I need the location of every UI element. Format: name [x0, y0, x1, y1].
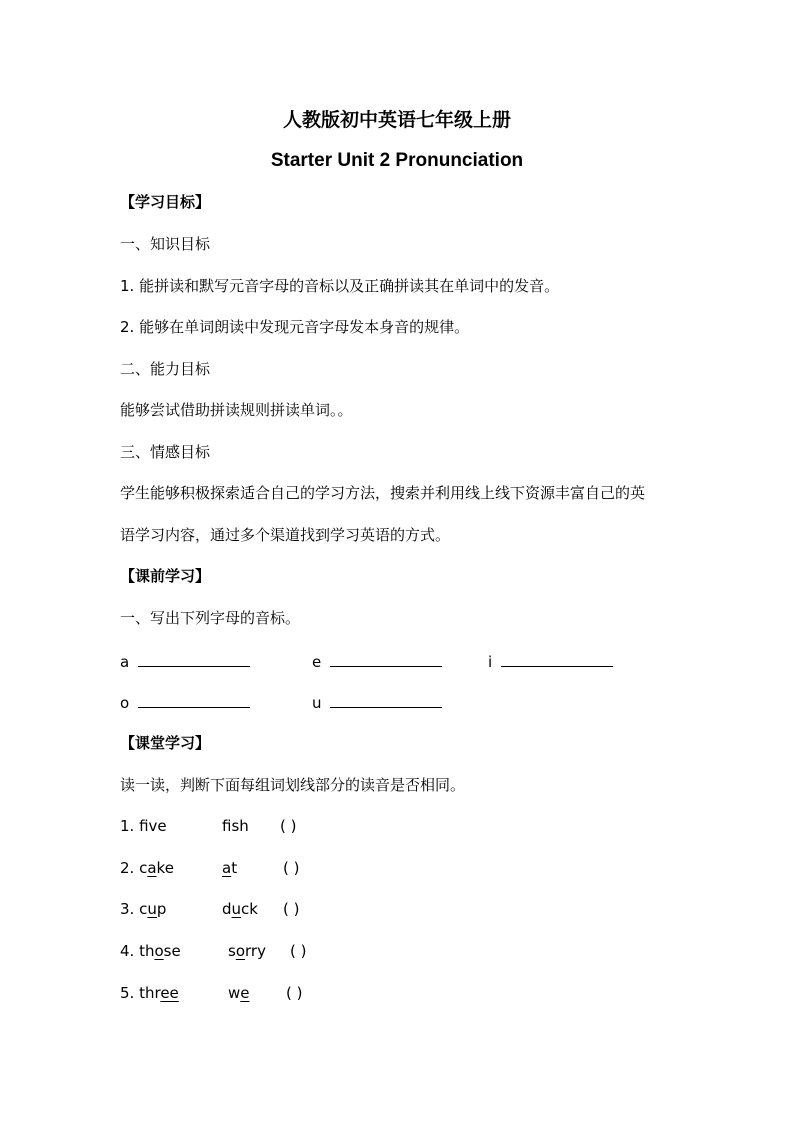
- emotion-item-line-2: 语学习内容，通过多个渠道找到学习英语的方式。: [120, 526, 451, 544]
- knowledge-item-1: 1. 能拼读和默写元音字母的音标以及正确拼读其在单词中的发音。: [120, 277, 560, 295]
- knowledge-item-2: 2. 能够在单词朗读中发现元音字母发本身音的规律。: [120, 318, 470, 336]
- preclass-task: 一、写出下列字母的音标。: [120, 609, 301, 627]
- inclass-task: 读一读，判断下面每组词划线部分的读音是否相同。: [120, 776, 466, 794]
- answer-blank[interactable]: [138, 650, 250, 667]
- word-1: 3. cup: [120, 900, 167, 918]
- letter-label: i: [488, 653, 493, 671]
- word-2: fsh: [222, 817, 249, 835]
- letter-label: o: [120, 694, 130, 712]
- answer-blank[interactable]: [501, 650, 613, 667]
- emotion-header: 三、情感目标: [120, 443, 211, 461]
- answer-blank[interactable]: [330, 691, 442, 708]
- word-2: at: [222, 859, 238, 877]
- word-1: 4. those: [120, 942, 181, 960]
- objectives-header: 【学习目标】: [120, 193, 211, 211]
- answer-paren[interactable]: ( ): [283, 900, 300, 918]
- answer-blank[interactable]: [330, 650, 442, 667]
- emotion-item-line-1: 学生能够积极探索适合自己的学习方法，搜索并利用线上线下资源丰富自己的英: [120, 484, 646, 502]
- answer-blank[interactable]: [138, 691, 250, 708]
- ability-header: 二、能力目标: [120, 360, 211, 378]
- word-2: we: [228, 984, 250, 1002]
- knowledge-header: 一、知识目标: [120, 235, 211, 253]
- letter-blank-e: [312, 650, 442, 672]
- word-2: sorry: [228, 942, 266, 960]
- answer-paren[interactable]: ( ): [290, 942, 307, 960]
- answer-paren[interactable]: ( ): [280, 817, 297, 835]
- document-title: 人教版初中英语七年级上册: [282, 109, 511, 131]
- letter-label: u: [312, 694, 322, 712]
- answer-paren[interactable]: ( ): [286, 984, 303, 1002]
- letter-blank-o: [120, 691, 250, 713]
- preclass-header: 【课前学习】: [120, 567, 211, 585]
- letter-blank-a: [120, 650, 250, 672]
- word-1: 2. cake: [120, 859, 174, 877]
- letter-label: e: [312, 653, 322, 671]
- ability-item-1: 能够尝试借助拼读规则拼读单词。。: [120, 401, 353, 419]
- letter-blank-i: [488, 650, 613, 672]
- inclass-header: 【课堂学习】: [120, 734, 211, 752]
- word-2: duck: [222, 900, 258, 918]
- word-1: 5. three: [120, 984, 179, 1002]
- word-1: 1. fve: [120, 817, 167, 835]
- answer-paren[interactable]: ( ): [283, 859, 300, 877]
- letter-label: a: [120, 653, 130, 671]
- letter-blank-u: [312, 691, 442, 713]
- document-subtitle: Starter Unit 2 Pronunciation: [270, 150, 524, 171]
